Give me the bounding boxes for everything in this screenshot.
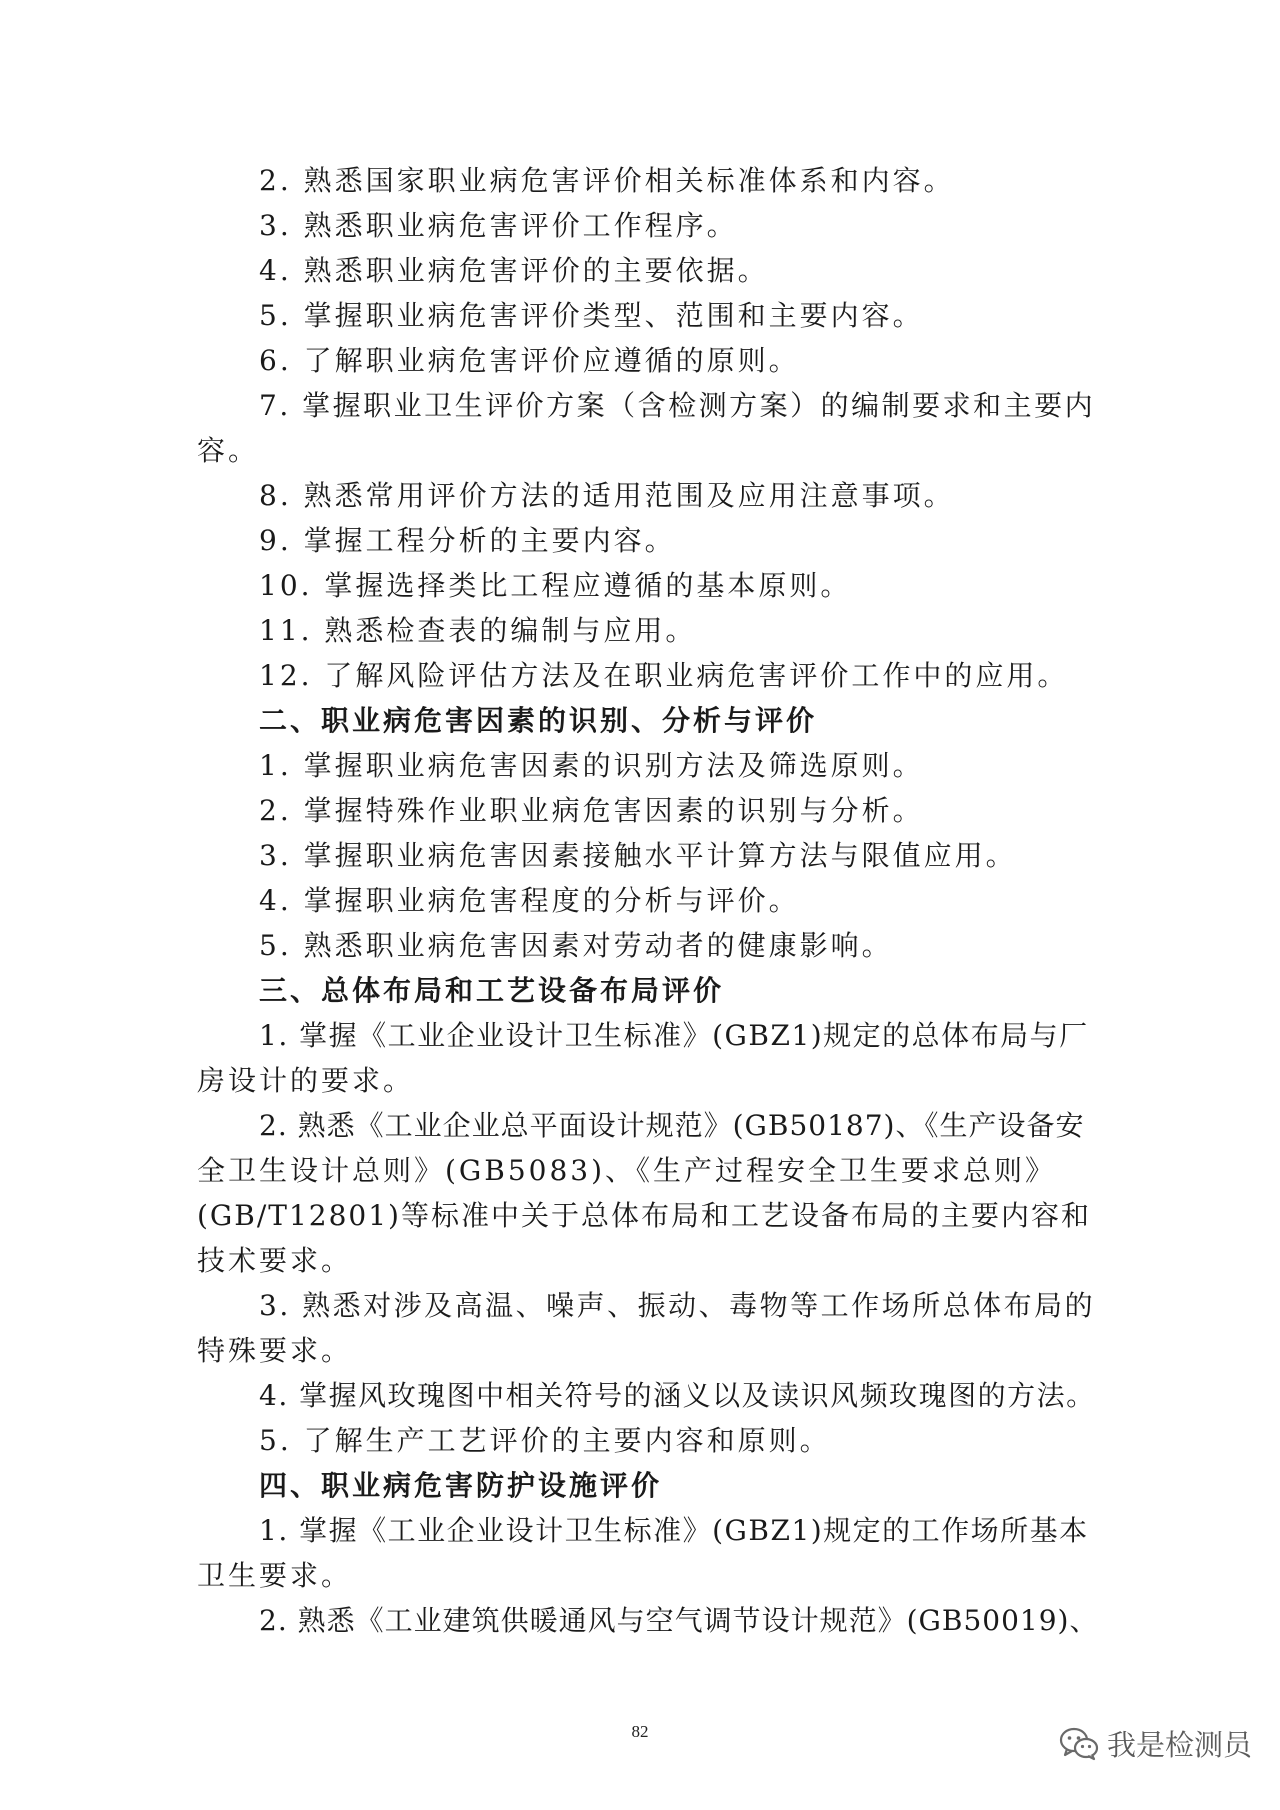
text-line: 4. 掌握风玫瑰图中相关符号的涵义以及读识风频玫瑰图的方法。 [259, 1379, 1096, 1412]
text-line: 10. 掌握选择类比工程应遵循的基本原则。 [259, 569, 852, 602]
text-line: 3. 熟悉职业病危害评价工作程序。 [259, 209, 738, 242]
text-line: 3. 熟悉对涉及高温、噪声、振动、毒物等工作场所总体布局的 [259, 1289, 1096, 1322]
text-line: 4. 掌握职业病危害程度的分析与评价。 [259, 884, 800, 917]
text-line: 5. 掌握职业病危害评价类型、范围和主要内容。 [259, 299, 924, 332]
text-line: 4. 熟悉职业病危害评价的主要依据。 [259, 254, 769, 287]
text-line: 2. 熟悉《工业企业总平面设计规范》(GB50187)、《生产设备安 [259, 1109, 1085, 1142]
section-heading: 三、总体布局和工艺设备布局评价 [259, 974, 725, 1007]
text-line: 1. 掌握职业病危害因素的识别方法及筛选原则。 [259, 749, 924, 782]
text-line: 技术要求。 [197, 1244, 353, 1277]
text-line: 11. 熟悉检查表的编制与应用。 [259, 614, 697, 647]
text-line: 5. 了解生产工艺评价的主要内容和原则。 [259, 1424, 831, 1457]
text-line: 房设计的要求。 [197, 1064, 415, 1097]
text-line: 特殊要求。 [197, 1334, 353, 1367]
text-line: 卫生要求。 [197, 1559, 353, 1592]
text-line: 容。 [197, 434, 260, 467]
text-line: 5. 熟悉职业病危害因素对劳动者的健康影响。 [259, 929, 893, 962]
section-heading: 二、职业病危害因素的识别、分析与评价 [259, 704, 818, 737]
text-line: 1. 掌握《工业企业设计卫生标准》(GBZ1)规定的工作场所基本 [259, 1514, 1089, 1547]
section-heading: 四、职业病危害防护设施评价 [259, 1469, 663, 1502]
text-line: 3. 掌握职业病危害因素接触水平计算方法与限值应用。 [259, 839, 1017, 872]
text-line: (GB/T12801)等标准中关于总体布局和工艺设备布局的主要内容和 [197, 1199, 1091, 1232]
text-line: 1. 掌握《工业企业设计卫生标准》(GBZ1)规定的总体布局与厂 [259, 1019, 1089, 1052]
text-line: 7. 掌握职业卫生评价方案（含检测方案）的编制要求和主要内 [259, 389, 1096, 422]
page-number: 82 [631, 1722, 649, 1741]
text-line: 全卫生设计总则》(GB5083)、《生产过程安全卫生要求总则》 [197, 1154, 1057, 1187]
text-line: 12. 了解风险评估方法及在职业病危害评价工作中的应用。 [259, 659, 1069, 692]
text-line: 6. 了解职业病危害评价应遵循的原则。 [259, 344, 800, 377]
text-line: 9. 掌握工程分析的主要内容。 [259, 524, 676, 557]
document-body [197, 158, 1097, 1643]
text-line: 2. 熟悉《工业建筑供暖通风与空气调节设计规范》(GB50019)、 [259, 1604, 1099, 1637]
text-line: 2. 掌握特殊作业职业病危害因素的识别与分析。 [259, 794, 924, 827]
watermark-text: 我是检测员 [1106, 1728, 1252, 1762]
text-line: 2. 熟悉国家职业病危害评价相关标准体系和内容。 [259, 164, 955, 197]
wechat-icon [1059, 1727, 1099, 1761]
text-line: 8. 熟悉常用评价方法的适用范围及应用注意事项。 [259, 479, 955, 512]
watermark [1059, 1723, 1252, 1764]
